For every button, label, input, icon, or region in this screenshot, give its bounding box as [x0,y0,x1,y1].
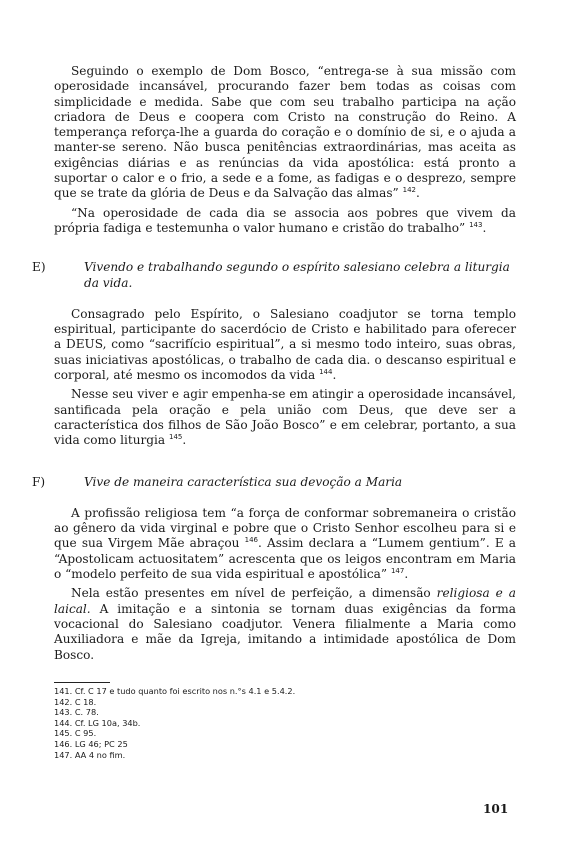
paragraph: Seguindo o exemplo de Dom Bosco, “entrega-se à sua missão com operosidade incansável, procurando fazer bem todas as coisas com simplicidade e medida. Sabe que com seu trabalho participa na ação criadora de Deus e coopera com Cristo na construção do Reino. A temperança reforça-lhe a guarda do coração e o domínio de si, e o ajuda a manter-se sereno. Não busca penitências extraordinárias, mas aceita as exigências diárias e as renúncias da vida apostólica: está pronto a suportar o calor e o frio, a sede e a fome, as fadigas e o desprezo, sempre que se trate da glória de Deus e da Salvação das almas” $^{142}$. [54,64,516,201]
paragraph-block-3 [54,506,516,663]
paragraph-text: Consagrado pelo Espírito, o Salesiano coadjutor se torna templo espiritual, participante do sacerdócio de Cristo e habilitado para oferecer a DEUS, como “sacrifício espiritual”, a si mesmo todo inteiro, suas obras, suas iniciativas apostólicas, o trabalho de cada dia. o descanso espiritual e corporal, até mesmo os incomodos da vida [54,306,516,383]
footnote-item: 145. C 95. [54,728,97,739]
footnote-item: 141. Cf. C 17 e tudo quanto foi escrito nos n.°s 4.1 e 5.4.2. [54,686,296,696]
emphasis-text: religiosa e a laical. [54,586,516,616]
paragraph-text: Seguindo o exemplo de Dom Bosco, “entrega-se à sua missão com operosidade incansável, procurando fazer bem todas as coisas com simplicidade e medida. Sabe que com seu trabalho participa na ação criadora de Deus e coopera com Cristo na construção do Reino. A temperança reforça-lhe a guarda do coração e o domínio de si, e o ajuda a manter-se sereno. Não busca penitências extraordinárias, mas aceita as exigências diárias e as renúncias da vida apostólica: está pronto a suportar o calor e o frio, a sede e a fome, as fadigas e o desprezo, sempre que se trate da glória de Deus e da Salvação das almas” [54,64,516,201]
paragraph-block-1 [54,64,516,236]
footnote-ref[interactable]: 145 [169,433,183,442]
footnote-item: 146. LG 46; PC 25 [54,738,128,749]
paragraph: Consagrado pelo Espírito, o Salesiano coadjutor se torna templo espiritual, participante do sacerdócio de Cristo e habilitado para oferecer a DEUS, como “sacrifício espiritual”, a si mesmo todo inteiro, suas obras, suas iniciativas apostólicas, o trabalho de cada dia. o descanso espiritual e corporal, até mesmo os incomodos da vida $^{144}$. [54,306,516,383]
footnotes [54,686,454,760]
footnote-ref[interactable]: 143 [469,220,483,229]
footnote-item: 144. Cf. LG 10a, 34b. [54,717,141,728]
paragraph-text: A imitação e a sintonia se tornam duas exigências da forma vocacional do Salesiano coadjutor. Venera filialmente a Maria como Auxiliadora e mãe da Igreja, imitando a intimidade apostólica de Dom Bosco. [54,601,516,662]
paragraph-block-2 [54,307,516,449]
footnote-ref[interactable]: 147 [390,566,405,575]
footnote-ref[interactable]: 146 [244,536,258,545]
footnote-item: 147. AA 4 no fim. [54,749,126,760]
page-number: 101 [483,802,509,816]
page-body [32,64,516,663]
footnote-item: 143. C. 78. [54,707,99,718]
paragraph: Nesse seu viver e agir empenha-se em atingir a operosidade incansável, santificada pela oração e pela união com Deus, que deve ser a característica dos filhos de São João Bosco” e em celebrar, portanto, a sua vida como liturgia $^{145}$. [54,387,516,448]
section-heading-f [32,474,516,490]
section-title: Vive de maneira característica sua devoção a Maria [84,474,403,489]
paragraph: “Na operosidade de cada dia se associa aos pobres que vivem da própria fadiga e testemunha o valor humano e cristão do trabalho” $^{143}$. [54,205,516,235]
footnote-divider [54,682,110,683]
paragraph-text: A profissão religiosa tem “a força de conformar sobremaneira o cristão ao gênero da vida virginal e pobre que o Cristo Senhor escolheu para si e que sua Virgem Mãe abraçou [54,505,516,551]
section-letter: F) [32,474,46,489]
section-letter: E) [32,260,46,275]
paragraph-text: “Na operosidade de cada dia se associa aos pobres que vivem da própria fadiga e testemunha o valor humano e cristão do trabalho” [54,205,516,235]
section-title: Vivendo e trabalhando segundo o espírito salesiano celebra a liturgia da vida. [84,260,510,290]
paragraph: A profissão religiosa tem “a força de conformar sobremaneira o cristão ao gênero da vida virginal e pobre que o Cristo Senhor escolheu para si e que sua Virgem Mãe abraçou $^{146}$. Assim declara a “Lumem gentium”. E a “Apostolicam actuositatem” acrescenta que os leigos encontram em Maria o “modelo perfeito de sua vida espiritual e apostólica” $^{147}$. [54,505,516,582]
section-heading-e [32,260,516,291]
paragraph [54,586,516,662]
paragraph-text: . Assim declara a “Lumem gentium”. E a “Apostolicam actuositatem” acrescenta que os leigos encontram em Maria o “modelo perfeito de sua vida espiritual e apostólica” [54,536,516,582]
footnote-item: 142. C 18. [54,696,97,707]
paragraph-text: Nesse seu viver e agir empenha-se em atingir a operosidade incansável, santificada pela oração e pela união com Deus, que deve ser a característica dos filhos de São João Bosco” e em celebrar, portanto, a sua vida como liturgia [54,387,516,448]
footnote-ref[interactable]: 142 [402,186,416,195]
paragraph-text: Nela estão presentes em nível de perfeição, a dimensão [71,586,437,601]
footnote-ref[interactable]: 144 [319,368,333,377]
